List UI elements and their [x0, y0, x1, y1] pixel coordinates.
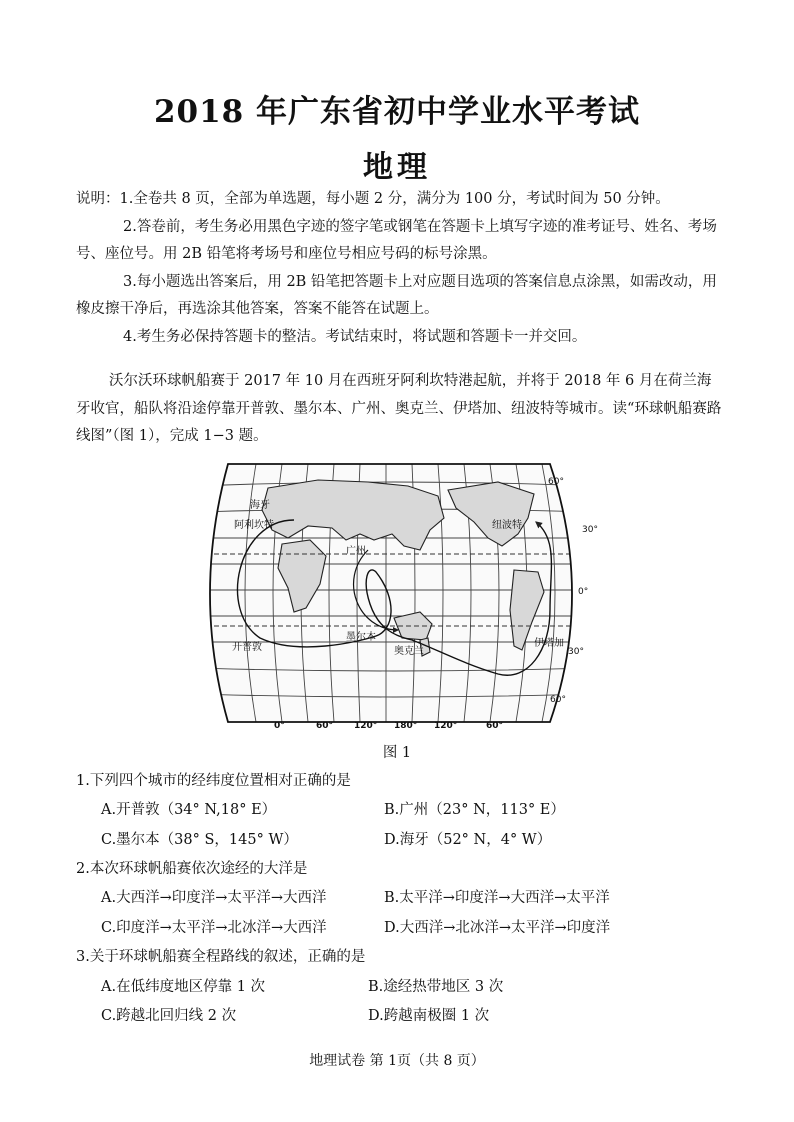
instruction-3: 3.每小题选出答案后，用 2B 铅笔把答题卡上对应题目选项的答案信息点涂黑，如需改动，用橡皮擦干净后，再选涂其他答案，答案不能答在试题上。 [76, 273, 717, 317]
lat-label-60s: 60° [550, 695, 566, 705]
question-2-option-b[interactable]: B.太平洋→印度洋→大西洋→太平洋 [384, 890, 610, 906]
lon-label-120w: 120° [434, 721, 458, 731]
question-1-stem: 1.下列四个城市的经纬度位置相对正确的是 [76, 773, 351, 789]
lon-label-180: 180° [394, 721, 418, 731]
exam-title: 2018 年广东省初中学业水平考试 [153, 94, 641, 130]
instruction-2: 2.答卷前，考生务必用黑色字迹的签字笔或钢笔在答题卡上填写字迹的准考证号、姓名、考场号、座位号。用 2B 铅笔将考场号和座位号相应号码的标号涂黑。 [76, 218, 717, 262]
lat-label-60n: 60° [548, 477, 564, 487]
exam-subject: 地理 [363, 150, 431, 185]
lon-label-120e: 120° [354, 721, 378, 731]
figure-caption: 图 1 [382, 745, 412, 761]
question-2-stem: 2.本次环球帆船赛依次途经的大洋是 [76, 861, 308, 877]
instruction-1: 说明：1.全卷共 8 页，全部为单选题，每小题 2 分，满分为 100 分，考试时间为 50 分钟。 [76, 191, 670, 207]
city-label-newport: 纽波特 [492, 520, 522, 531]
city-label-alicante: 阿利坎特 [234, 520, 274, 531]
city-label-melbourne: 墨尔本 [346, 632, 376, 643]
question-2-option-c[interactable]: C.印度洋→太平洋→北冰洋→大西洋 [101, 920, 327, 936]
question-3-stem: 3.关于环球帆船赛全程路线的叙述，正确的是 [76, 949, 366, 965]
city-label-auckland: 奥克兰 [394, 646, 424, 657]
city-label-itajai: 伊塔加 [534, 638, 564, 649]
city-label-guangzhou: 广州 [346, 546, 366, 557]
page-footer: 地理试卷 第 1页（共 8 页） [309, 1053, 485, 1069]
question-1-option-c[interactable]: C.墨尔本（38° S，145° W） [101, 832, 298, 848]
lon-label-60e: 60° [316, 721, 334, 731]
question-3-option-c[interactable]: C.跨越北回归线 2 次 [101, 1008, 237, 1024]
lon-label-0: 0° [274, 721, 285, 731]
question-intro: 沃尔沃环球帆船赛于 2017 年 10 月在西班牙阿利坎特港起航，并将于 2018 年 6 月在荷兰海牙收官，船队将沿途停靠开普敦、墨尔本、广州、奥克兰、伊塔加、纽波特等城市。读“环球帆船赛路线图”（图 1），完成 1−3 题。 [76, 373, 722, 444]
exam-instructions [76, 186, 724, 351]
world-route-map [198, 460, 598, 731]
lat-label-30s: 30° [568, 647, 584, 657]
lat-label-30n: 30° [582, 525, 598, 535]
question-3-option-b[interactable]: B.途经热带地区 3 次 [368, 979, 504, 995]
question-2-option-d[interactable]: D.大西洋→北冰洋→太平洋→印度洋 [384, 920, 611, 936]
lat-label-0: 0° [578, 587, 589, 597]
question-1-option-b[interactable]: B.广州（23° N，113° E） [384, 802, 565, 818]
city-label-hague: 海牙 [250, 500, 270, 511]
question-3-option-d[interactable]: D.跨越南极圈 1 次 [368, 1008, 490, 1024]
question-1-option-a[interactable]: A.开普敦（34° N,18° E） [101, 802, 277, 818]
question-2-option-a[interactable]: A.大西洋→印度洋→太平洋→大西洋 [101, 890, 327, 906]
city-label-capetown: 开普敦 [232, 642, 262, 653]
question-1-option-d[interactable]: D.海牙（52° N，4° W） [384, 832, 552, 848]
lon-label-60w: 60° [486, 721, 504, 731]
instruction-4: 4.考生务必保持答题卡的整洁。考试结束时，将试题和答题卡一并交回。 [123, 328, 587, 345]
question-3-option-a[interactable]: A.在低纬度地区停靠 1 次 [101, 979, 266, 995]
